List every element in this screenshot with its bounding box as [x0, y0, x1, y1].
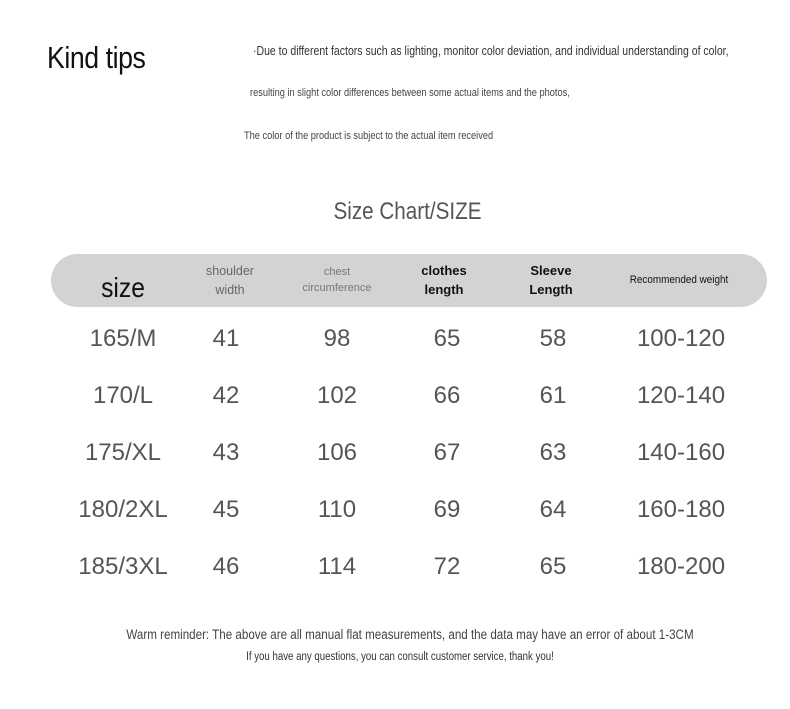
header-clothes-length: clothes length: [421, 262, 467, 297]
length-cell: 67: [433, 439, 461, 466]
sleeve-cell: 61: [539, 382, 567, 409]
shoulder-cell: 45: [212, 496, 240, 523]
sleeve-cell: 65: [539, 553, 567, 580]
weight-cell: 160-180: [636, 496, 726, 523]
tip-line-2: resulting in slight color differences between some actual items and the photos,: [250, 87, 570, 99]
size-cell: 165/M: [89, 325, 157, 352]
table-row: [0, 381, 790, 411]
chest-cell: 106: [316, 439, 358, 466]
sleeve-cell: 63: [539, 439, 567, 466]
weight-cell: 140-160: [636, 439, 726, 466]
weight-cell: 100-120: [636, 325, 726, 352]
header-size: size: [101, 272, 145, 304]
weight-cell: 180-200: [636, 553, 726, 580]
sleeve-cell: 64: [539, 496, 567, 523]
length-cell: 72: [433, 553, 461, 580]
shoulder-cell: 42: [212, 382, 240, 409]
chest-cell: 110: [317, 496, 357, 523]
tip-line-1: ·Due to different factors such as lighting, monitor color deviation, and individual understanding of color,: [253, 44, 729, 58]
size-cell: 175/XL: [84, 439, 162, 466]
sleeve-cell: 58: [539, 325, 567, 352]
length-cell: 66: [433, 382, 461, 409]
warm-reminder: Warm reminder: The above are all manual flat measurements, and the data may have an error of about 1-3CM: [126, 627, 694, 642]
header-recommended-weight: Recommended weight: [629, 273, 729, 286]
weight-cell: 120-140: [636, 382, 726, 409]
size-cell: 185/3XL: [78, 553, 168, 580]
size-cell: 180/2XL: [78, 496, 168, 523]
length-cell: 65: [433, 325, 461, 352]
chest-cell: 102: [316, 382, 358, 409]
table-row: [0, 438, 790, 468]
header-sleeve-length: Sleeve Length: [529, 262, 573, 297]
size-cell: 170/L: [92, 382, 154, 409]
header-shoulder-width: shoulder width: [206, 264, 254, 297]
length-cell: 69: [433, 496, 461, 523]
table-row: [0, 324, 790, 354]
chest-cell: 98: [323, 325, 351, 352]
table-row: [0, 552, 790, 582]
table-row: [0, 495, 790, 525]
chest-cell: 114: [317, 553, 357, 580]
tip-line-3: The color of the product is subject to the actual item received: [244, 130, 494, 142]
shoulder-cell: 41: [212, 325, 240, 352]
shoulder-cell: 46: [212, 553, 240, 580]
header-chest-circumference: chest circumference: [302, 265, 372, 294]
shoulder-cell: 43: [212, 439, 240, 466]
size-chart-title: Size Chart/SIZE: [333, 198, 482, 225]
kind-tips-title: Kind tips: [47, 40, 146, 75]
contact-note: If you have any questions, you can consult customer service, thank you!: [246, 651, 554, 663]
